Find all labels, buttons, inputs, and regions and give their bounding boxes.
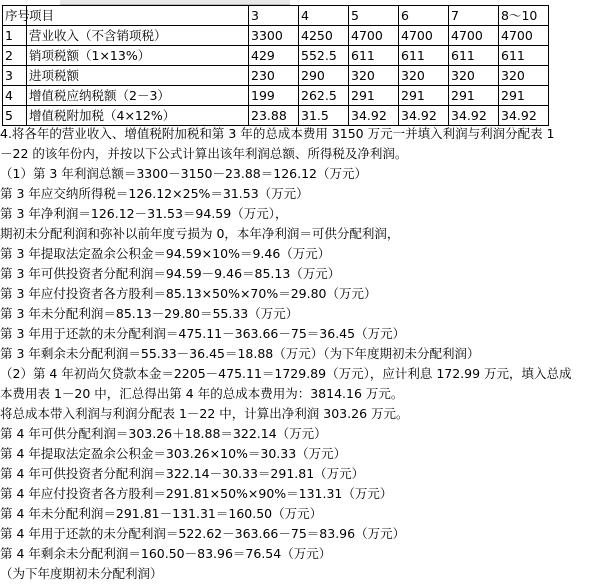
table-cell: 611 xyxy=(399,46,449,66)
table-cell: 611 xyxy=(349,46,399,66)
text-line: 第 4 年可供投资者分配利润＝322.14－30.33＝291.81（万元） xyxy=(0,466,365,481)
table-cell: 3 xyxy=(3,66,27,86)
table-cell: 4 xyxy=(3,86,27,106)
table-cell: 552.5 xyxy=(299,46,349,66)
header-cell: 序号 xyxy=(3,6,27,26)
table-row xyxy=(3,26,549,46)
calculation-text xyxy=(0,124,600,584)
table-cell: 23.88 xyxy=(249,106,299,126)
text-line: （1）第 3 年利润总额＝3300－3150－23.88＝126.12（万元） xyxy=(0,166,367,181)
table-cell: 320 xyxy=(349,66,399,86)
table-cell: 34.92 xyxy=(449,106,499,126)
table-cell: 611 xyxy=(449,46,499,66)
header-cell: 项目 xyxy=(27,6,249,26)
text-line: （2）第 4 年初尚欠贷款本金＝2205－475.11＝1729.89（万元），应计利息 172.99 万元，填入总成 xyxy=(0,366,572,381)
table-cell: 4700 xyxy=(349,26,399,46)
text-line: 第 4 年剩余未分配利润＝160.50－83.96＝76.54（万元） xyxy=(0,546,332,561)
text-line: －22 的该年份内，并按以下公式计算出该年利润总额、所得税及净利润。 xyxy=(0,146,408,161)
text-line: 第 3 年未分配利润＝85.13－29.80＝55.33（万元） xyxy=(0,306,299,321)
text-line: 第 4 年可供分配利润＝303.26＋18.88＝322.14（万元） xyxy=(0,426,327,441)
table-row xyxy=(3,106,549,126)
header-cell: 3 xyxy=(249,6,299,26)
text-line: 第 4 年用于还款的未分配利润＝522.62－363.66－75＝83.96（万元） xyxy=(0,526,406,541)
table-cell: 291 xyxy=(349,86,399,106)
text-line: 4.将各年的营业收入、增值税附加税和第 3 年的总成本费用 3150 万元一并填入利润与利润分配表 1 xyxy=(0,126,555,141)
table-cell: 增值税应纳税额（2－3） xyxy=(27,86,249,106)
table-cell: 31.5 xyxy=(299,106,349,126)
text-line: 第 3 年应付投资者各方股利＝85.13×50%×70%＝29.80（万元） xyxy=(0,286,377,301)
table-cell: 230 xyxy=(249,66,299,86)
header-cell: 4 xyxy=(299,6,349,26)
table-cell: 2 xyxy=(3,46,27,66)
table-header-row xyxy=(3,6,549,26)
table-cell: 4250 xyxy=(299,26,349,46)
table-cell: 611 xyxy=(499,46,549,66)
table-cell: 4700 xyxy=(449,26,499,46)
table-cell: 进项税额 xyxy=(27,66,249,86)
table-cell: 320 xyxy=(499,66,549,86)
vat-table xyxy=(2,5,549,126)
header-cell: 6 xyxy=(399,6,449,26)
text-line: 第 4 年未分配利润＝291.81－131.31＝160.50（万元） xyxy=(0,506,323,521)
table-cell: 429 xyxy=(249,46,299,66)
text-line: （为下年度期初未分配利润） xyxy=(0,566,163,581)
text-line: 第 4 年提取法定盈余公积金＝303.26×10%＝30.33（万元） xyxy=(0,446,347,461)
table-cell: 34.92 xyxy=(399,106,449,126)
text-line: 将总成本带入利润与利润分配表 1－22 中，计算出净利润 303.26 万元。 xyxy=(0,406,409,421)
table-cell: 3300 xyxy=(249,26,299,46)
table-cell: 1 xyxy=(3,26,27,46)
header-cell: 5 xyxy=(349,6,399,26)
text-line: 第 3 年用于还款的未分配利润＝475.11－363.66－75＝36.45（万元） xyxy=(0,326,406,341)
table-row xyxy=(3,66,549,86)
text-line: 第 3 年提取法定盈余公积金＝94.59×10%＝9.46（万元） xyxy=(0,246,331,261)
text-line: 第 3 年可供投资者分配利润＝94.59－9.46＝85.13（万元） xyxy=(0,266,341,281)
table-cell: 199 xyxy=(249,86,299,106)
table-cell: 4700 xyxy=(399,26,449,46)
table-cell: 34.92 xyxy=(349,106,399,126)
table-cell: 4700 xyxy=(499,26,549,46)
table-row xyxy=(3,46,549,66)
table-cell: 291 xyxy=(499,86,549,106)
table-cell: 34.92 xyxy=(499,106,549,126)
text-line: 第 3 年剩余未分配利润＝55.33－36.45＝18.88（万元）（为下年度期初未分配利润） xyxy=(0,346,480,361)
table-cell: 销项税额（1×13%） xyxy=(27,46,249,66)
header-cell: 8～10 xyxy=(499,6,549,26)
text-line: 第 3 年净利润＝126.12－31.53＝94.59（万元）， xyxy=(0,206,288,221)
table-row xyxy=(3,86,549,106)
table-cell: 320 xyxy=(449,66,499,86)
table-cell: 290 xyxy=(299,66,349,86)
table-cell: 291 xyxy=(449,86,499,106)
header-cell: 7 xyxy=(449,6,499,26)
table-cell: 320 xyxy=(399,66,449,86)
table-cell: 262.5 xyxy=(299,86,349,106)
table-cell: 增值税附加税（4×12%） xyxy=(27,106,249,126)
vat-table-body xyxy=(3,6,549,126)
text-line: 本费用表 1－20 中，汇总得出第 4 年的总成本费用为：3814.16 万元。 xyxy=(0,386,404,401)
text-line: 第 3 年应交纳所得税＝126.12×25%＝31.53（万元） xyxy=(0,186,309,201)
table-cell: 5 xyxy=(3,106,27,126)
table-cell: 营业收入（不含销项税） xyxy=(27,26,249,46)
text-line: 期初未分配利润和弥补以前年度亏损为 0，本年净利润＝可供分配利润， xyxy=(0,226,400,241)
table-cell: 291 xyxy=(399,86,449,106)
text-line: 第 4 年应付投资者各方股利＝291.81×50%×90%＝131.31（万元） xyxy=(0,486,393,501)
